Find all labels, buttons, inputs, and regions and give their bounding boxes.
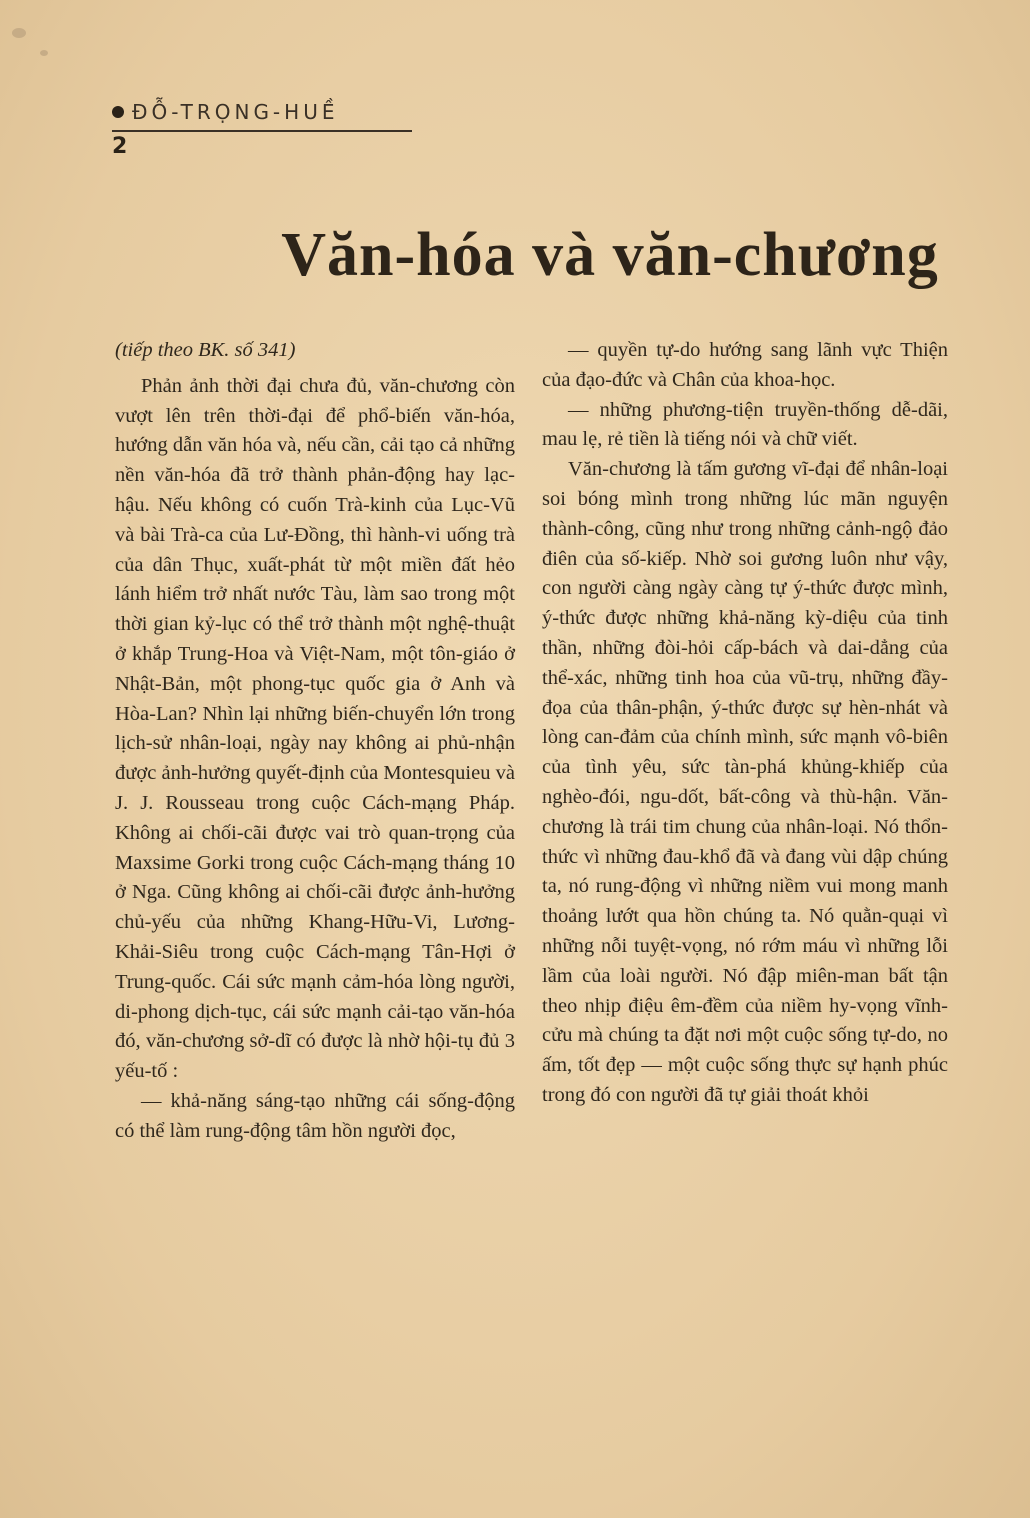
paragraph: Phản ảnh thời đại chưa đủ, văn-chương còn vượt lên trên thời-đại để phổ-biến văn-hóa, hướng dẫn văn hóa và, nếu cần, cải tạo cả những nền văn-hóa đã trở thành phản-động hay lạc-hậu. Nếu không có cuốn Trà-kinh của Lục-Vũ và bài Trà-ca của Lư-Đồng, thì hành-vi uống trà của dân Thục, xuất-phát từ một miền đất hẻo lánh hiểm trở nhất nước Tàu, làm sao trong một thời gian kỷ-lục có thể trở thành một nghệ-thuật ở khắp Trung-Hoa và Việt-Nam, một tôn-giáo ở Nhật-Bản, một phong-tục quốc gia ở Anh và Hòa-Lan? Nhìn lại những biến-chuyển lớn trong lịch-sử nhân-loại, ngày nay không ai phủ-nhận được ảnh-hưởng quyết-định của Montesquieu và J. J. Rousseau trong cuộc Cách-mạng Pháp. Không ai chối-cãi được vai trò quan-trọng của Maxsime Gorki trong cuộc Cách-mạng tháng 10 ở Nga. Cũng không ai chối-cãi được ảnh-hưởng chủ-yếu của những Khang-Hữu-Vi, Lương-Khải-Siêu trong cuộc Cách-mạng Tân-Hợi ở Trung-quốc. Cái sức mạnh cảm-hóa lòng người, di-phong dịch-tục, cái sức mạnh cải-tạo văn-hóa đó, văn-chương sở-dĩ có được là nhờ hội-tụ đủ 3 yếu-tố : xyxy=(115,374,515,1083)
paragraph: — quyền tự-do hướng sang lãnh vực Thiện của đạo-đức và Chân của khoa-học. xyxy=(542,339,948,391)
paragraph: — những phương-tiện truyền-thống dễ-dãi, mau lẹ, rẻ tiền là tiếng nói và chữ viết. xyxy=(542,398,948,451)
left-column xyxy=(115,336,515,1147)
paragraph: Văn-chương là tấm gương vĩ-đại để nhân-loại soi bóng mình trong những lúc mãn nguyện thành-công, cũng như trong những cảnh-ngộ đảo điên của số-kiếp. Nhờ soi gương luôn như vậy, con người càng ngày càng tự ý-thức được mình, ý-thức được những khả-năng kỳ-diệu của tinh thần, những đòi-hỏi cấp-bách và dai-dẳng của thể-xác, những tinh hoa của vũ-trụ, những đầy-đọa của thân-phận, ý-thức được sự hèn-nhát và lòng can-đảm của chính mình, sức mạnh vô-biên của tình yêu, sức tàn-phá khủng-khiếp của nghèo-đói, ngu-dốt, bất-công và thù-hận. Văn-chương là trái tim chung của nhân-loại. Nó thổn-thức vì những đau-khổ đã và đang vùi dập chúng ta, nó rung-động vì những niềm vui mong manh thoảng lướt qua hồn chúng ta. Nó quằn-quại vì những nỗi tuyệt-vọng, nó rớm máu vì những lỗi lầm của loài người. Nó đập miên-man bất tận theo nhịp điệu êm-đềm của niềm hy-vọng vĩnh-cửu mà chúng ta đặt nơi một cuộc sống tự-do, no ấm, tốt đẹp — một cuộc sống thực sự hạnh phúc trong đó con người đã tự giải thoát khỏi xyxy=(542,458,948,1106)
bullet-icon xyxy=(112,106,124,118)
page-number: 2 xyxy=(112,134,128,159)
author-name: ĐỖ-TRỌNG-HUỀ xyxy=(132,100,339,124)
paragraph: — khả-năng sáng-tạo những cái sống-động có thể làm rung-động tâm hồn người đọc, xyxy=(115,1089,515,1142)
author-line xyxy=(112,100,412,124)
paper-stain xyxy=(40,50,48,56)
article-title: Văn-hóa và văn-chương xyxy=(281,221,939,289)
right-column xyxy=(542,336,948,1111)
paper-stain xyxy=(12,28,26,38)
source-note: (tiếp theo BK. số 341) xyxy=(115,339,296,361)
page-header xyxy=(112,100,412,159)
header-rule xyxy=(112,130,412,132)
